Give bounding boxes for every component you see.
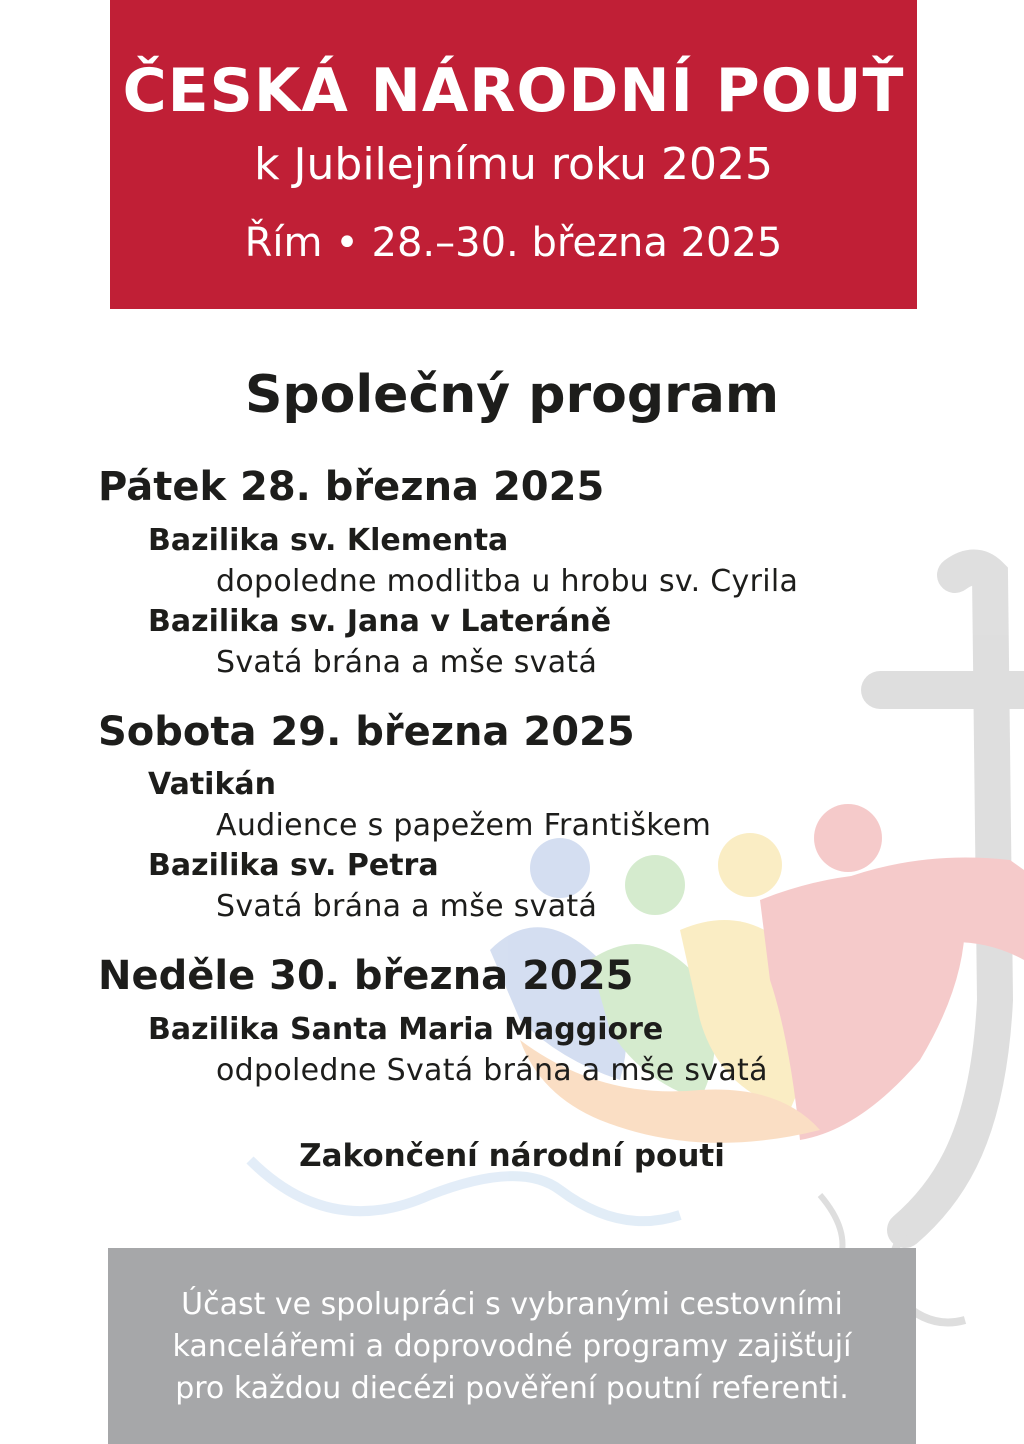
day-title-friday: Pátek 28. března 2025	[98, 464, 605, 510]
venue-name: Bazilika sv. Klementa	[148, 523, 509, 558]
day-title-saturday: Sobota 29. března 2025	[98, 709, 635, 755]
venue-activity: odpoledne Svatá brána a mše svatá	[216, 1053, 768, 1088]
day-title-sunday: Neděle 30. března 2025	[98, 953, 634, 999]
footer-text	[108, 1284, 916, 1410]
pilgrimage-title: ČESKÁ NÁRODNÍ POUŤ	[122, 56, 905, 126]
pilgrimage-place-dates: Řím • 28.–30. března 2025	[244, 220, 783, 266]
venue-activity: Svatá brána a mše svatá	[216, 889, 598, 924]
footer-line: Účast ve spolupráci s vybranými cestovními	[181, 1287, 843, 1322]
footer-info-box	[108, 1248, 916, 1444]
venue-activity: dopoledne modlitba u hrobu sv. Cyrila	[216, 564, 799, 599]
venue-name: Vatikán	[148, 767, 276, 802]
program-heading: Společný program	[244, 365, 780, 425]
closing-note: Zakončení národní pouti	[299, 1138, 725, 1174]
pilgrimage-subtitle: k Jubilejnímu roku 2025	[254, 139, 773, 190]
venue-activity: Audience s papežem Františkem	[216, 808, 712, 843]
venue-name: Bazilika Santa Maria Maggiore	[148, 1012, 664, 1047]
footer-line: pro každou diecézi pověření poutní referenti.	[175, 1371, 849, 1406]
footer-line: kancelářemi a doprovodné programy zajišťují	[172, 1329, 852, 1364]
venue-activity: Svatá brána a mše svatá	[216, 645, 598, 680]
venue-name: Bazilika sv. Petra	[148, 848, 439, 883]
venue-name: Bazilika sv. Jana v Lateráně	[148, 604, 612, 639]
